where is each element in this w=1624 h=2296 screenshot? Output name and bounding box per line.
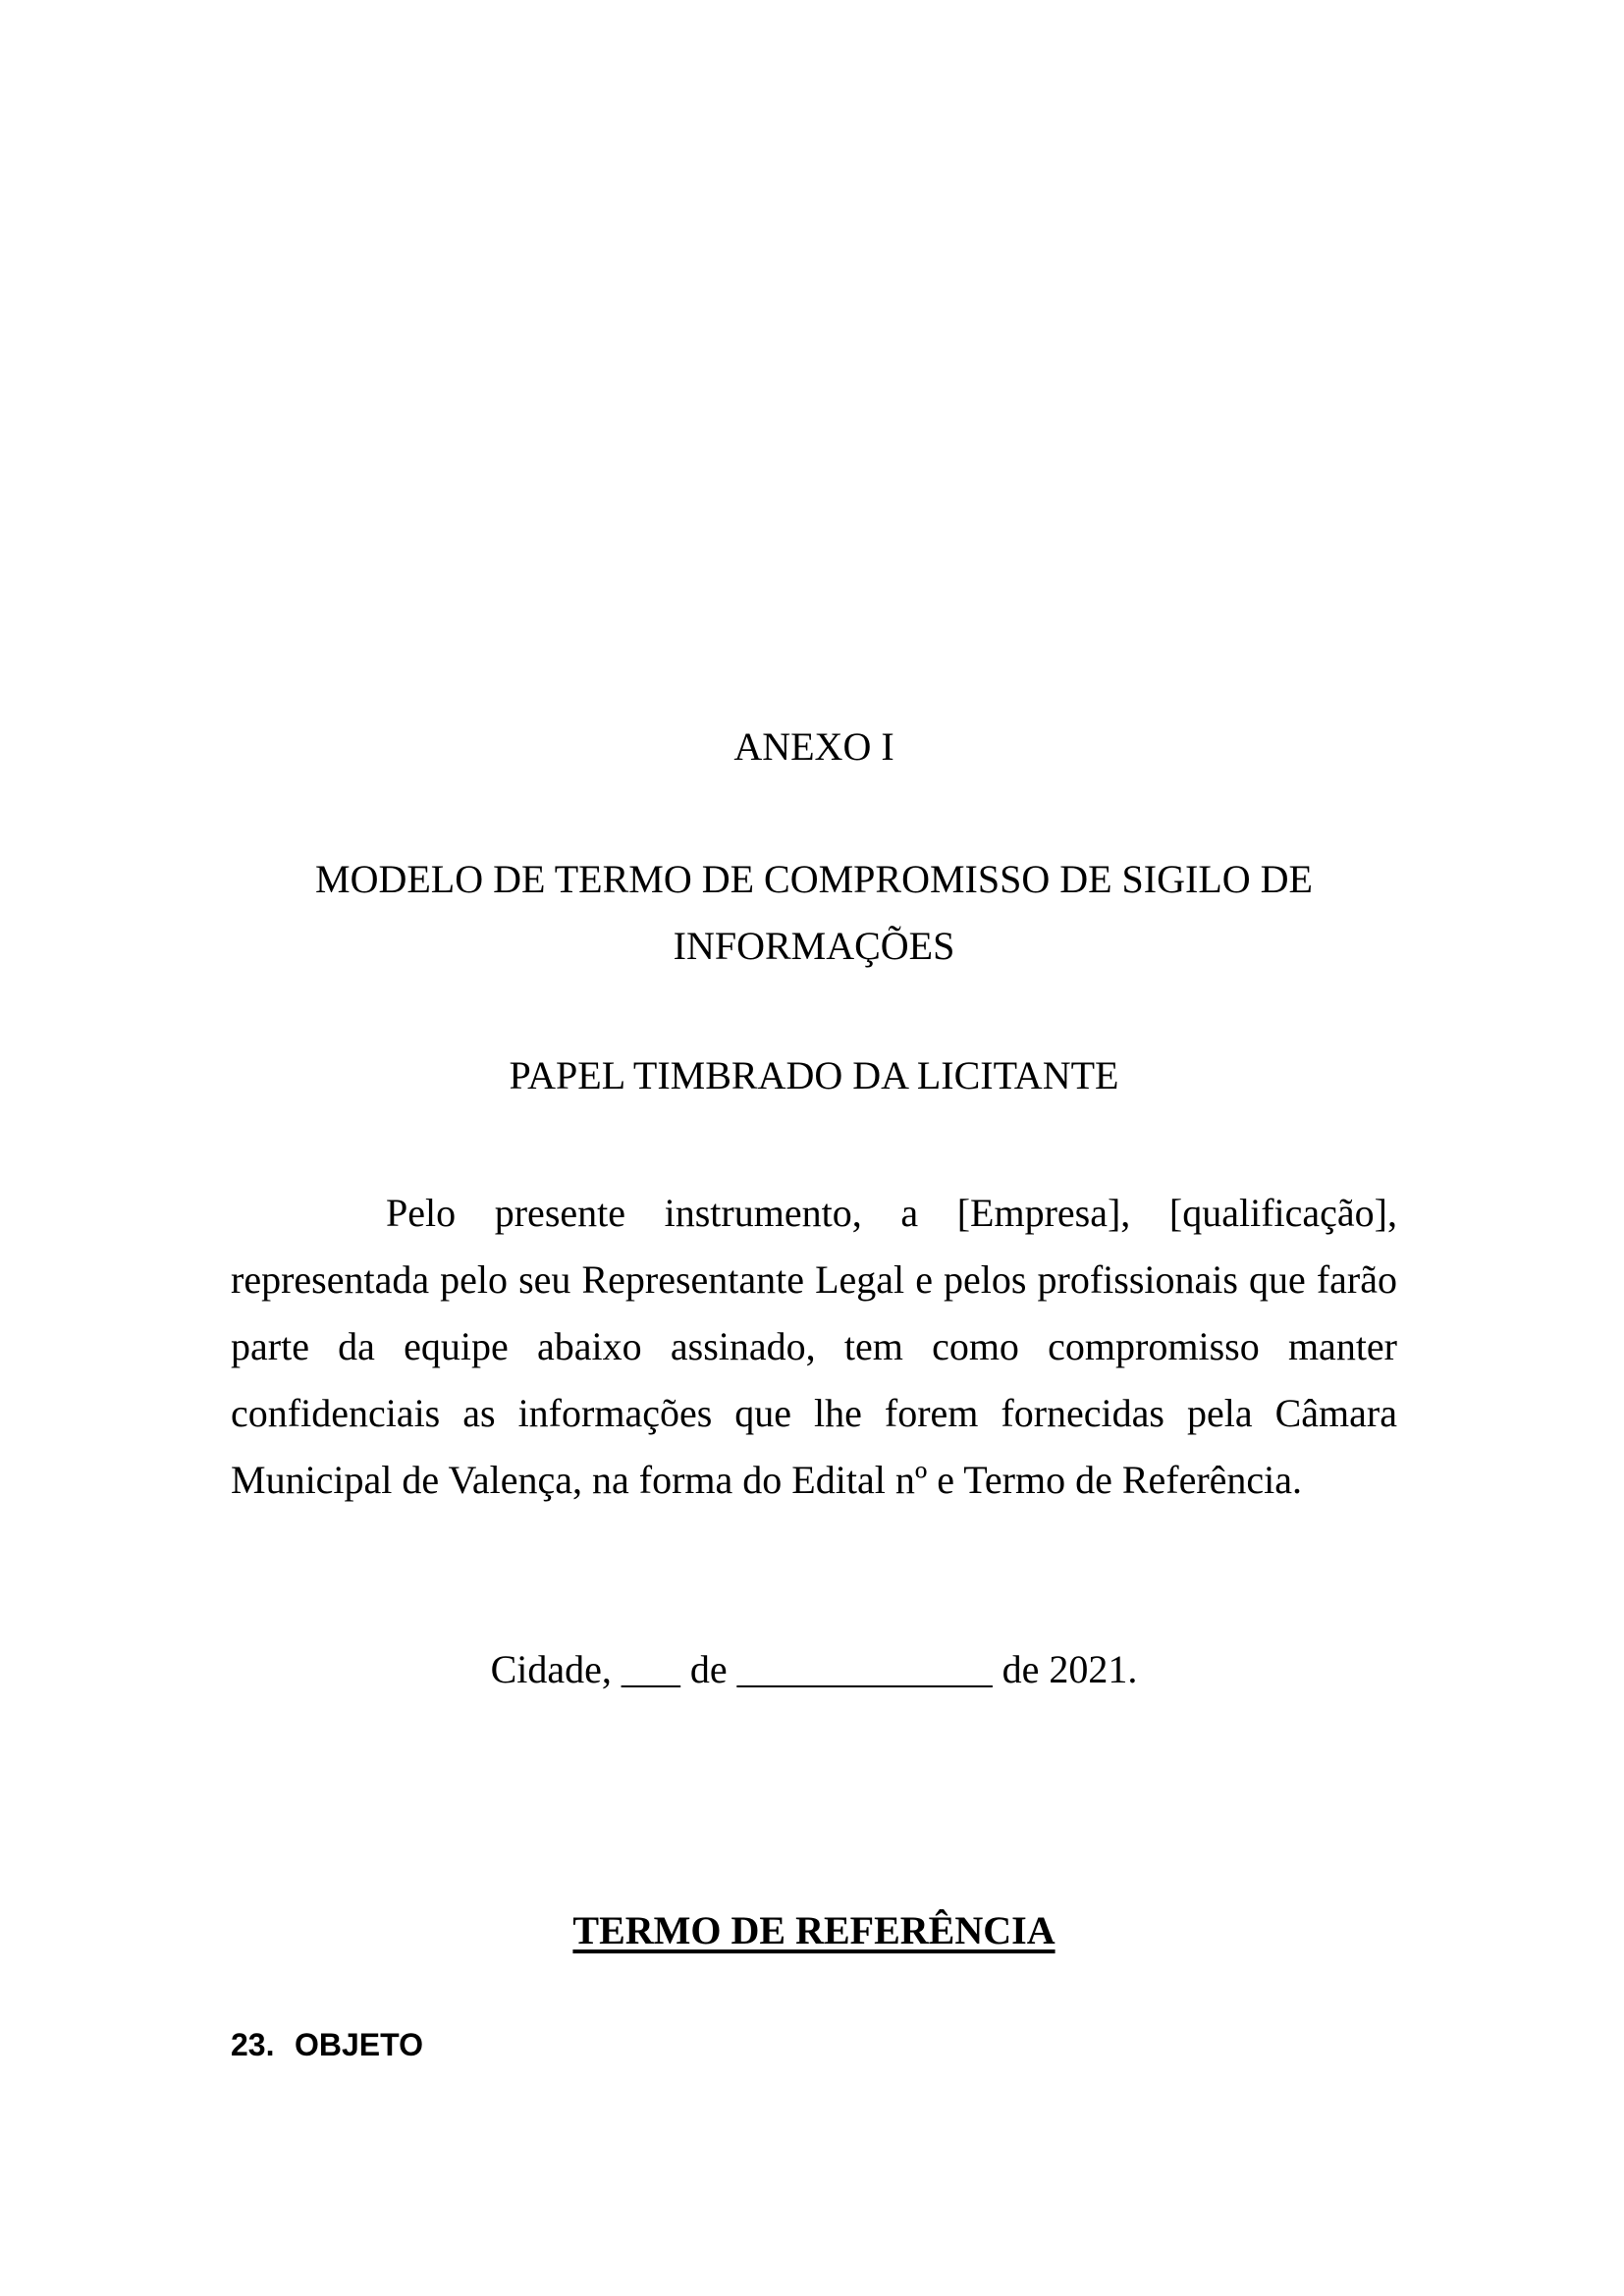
section-item-number: 23. — [231, 2027, 275, 2062]
terms-of-reference-heading: TERMO DE REFERÊNCIA — [572, 1908, 1056, 1952]
paragraph-line: confidenciais as informações que lhe forem fornecidas pela Câmara — [231, 1391, 1397, 1435]
city-date-line: Cidade, ___ de _____________ de 2021. — [490, 1647, 1138, 1691]
paragraph-line: representada pelo seu Representante Legal e pelos profissionais que farão — [231, 1257, 1397, 1302]
document-subtitle-line-1: MODELO DE TERMO DE COMPROMISSO DE SIGILO DE — [315, 857, 1313, 901]
document-subtitle-line-2: INFORMAÇÕES — [673, 924, 955, 968]
section-item-objeto — [231, 2025, 1397, 2064]
letterhead-note: PAPEL TIMBRADO DA LICITANTE — [509, 1053, 1119, 1097]
document-subtitle — [231, 846, 1397, 980]
paragraph-line: Municipal de Valença, na forma do Edital nº e Termo de Referência. — [231, 1458, 1303, 1502]
paragraph-line: parte da equipe abaixo assinado, tem como compromisso manter — [231, 1324, 1397, 1368]
section-item-label: OBJETO — [295, 2027, 423, 2062]
body-paragraph — [231, 1180, 1397, 1514]
annex-title: ANEXO I — [733, 724, 894, 769]
paragraph-line: Pelo presente instrumento, a [Empresa], [qualificação], — [386, 1191, 1397, 1235]
